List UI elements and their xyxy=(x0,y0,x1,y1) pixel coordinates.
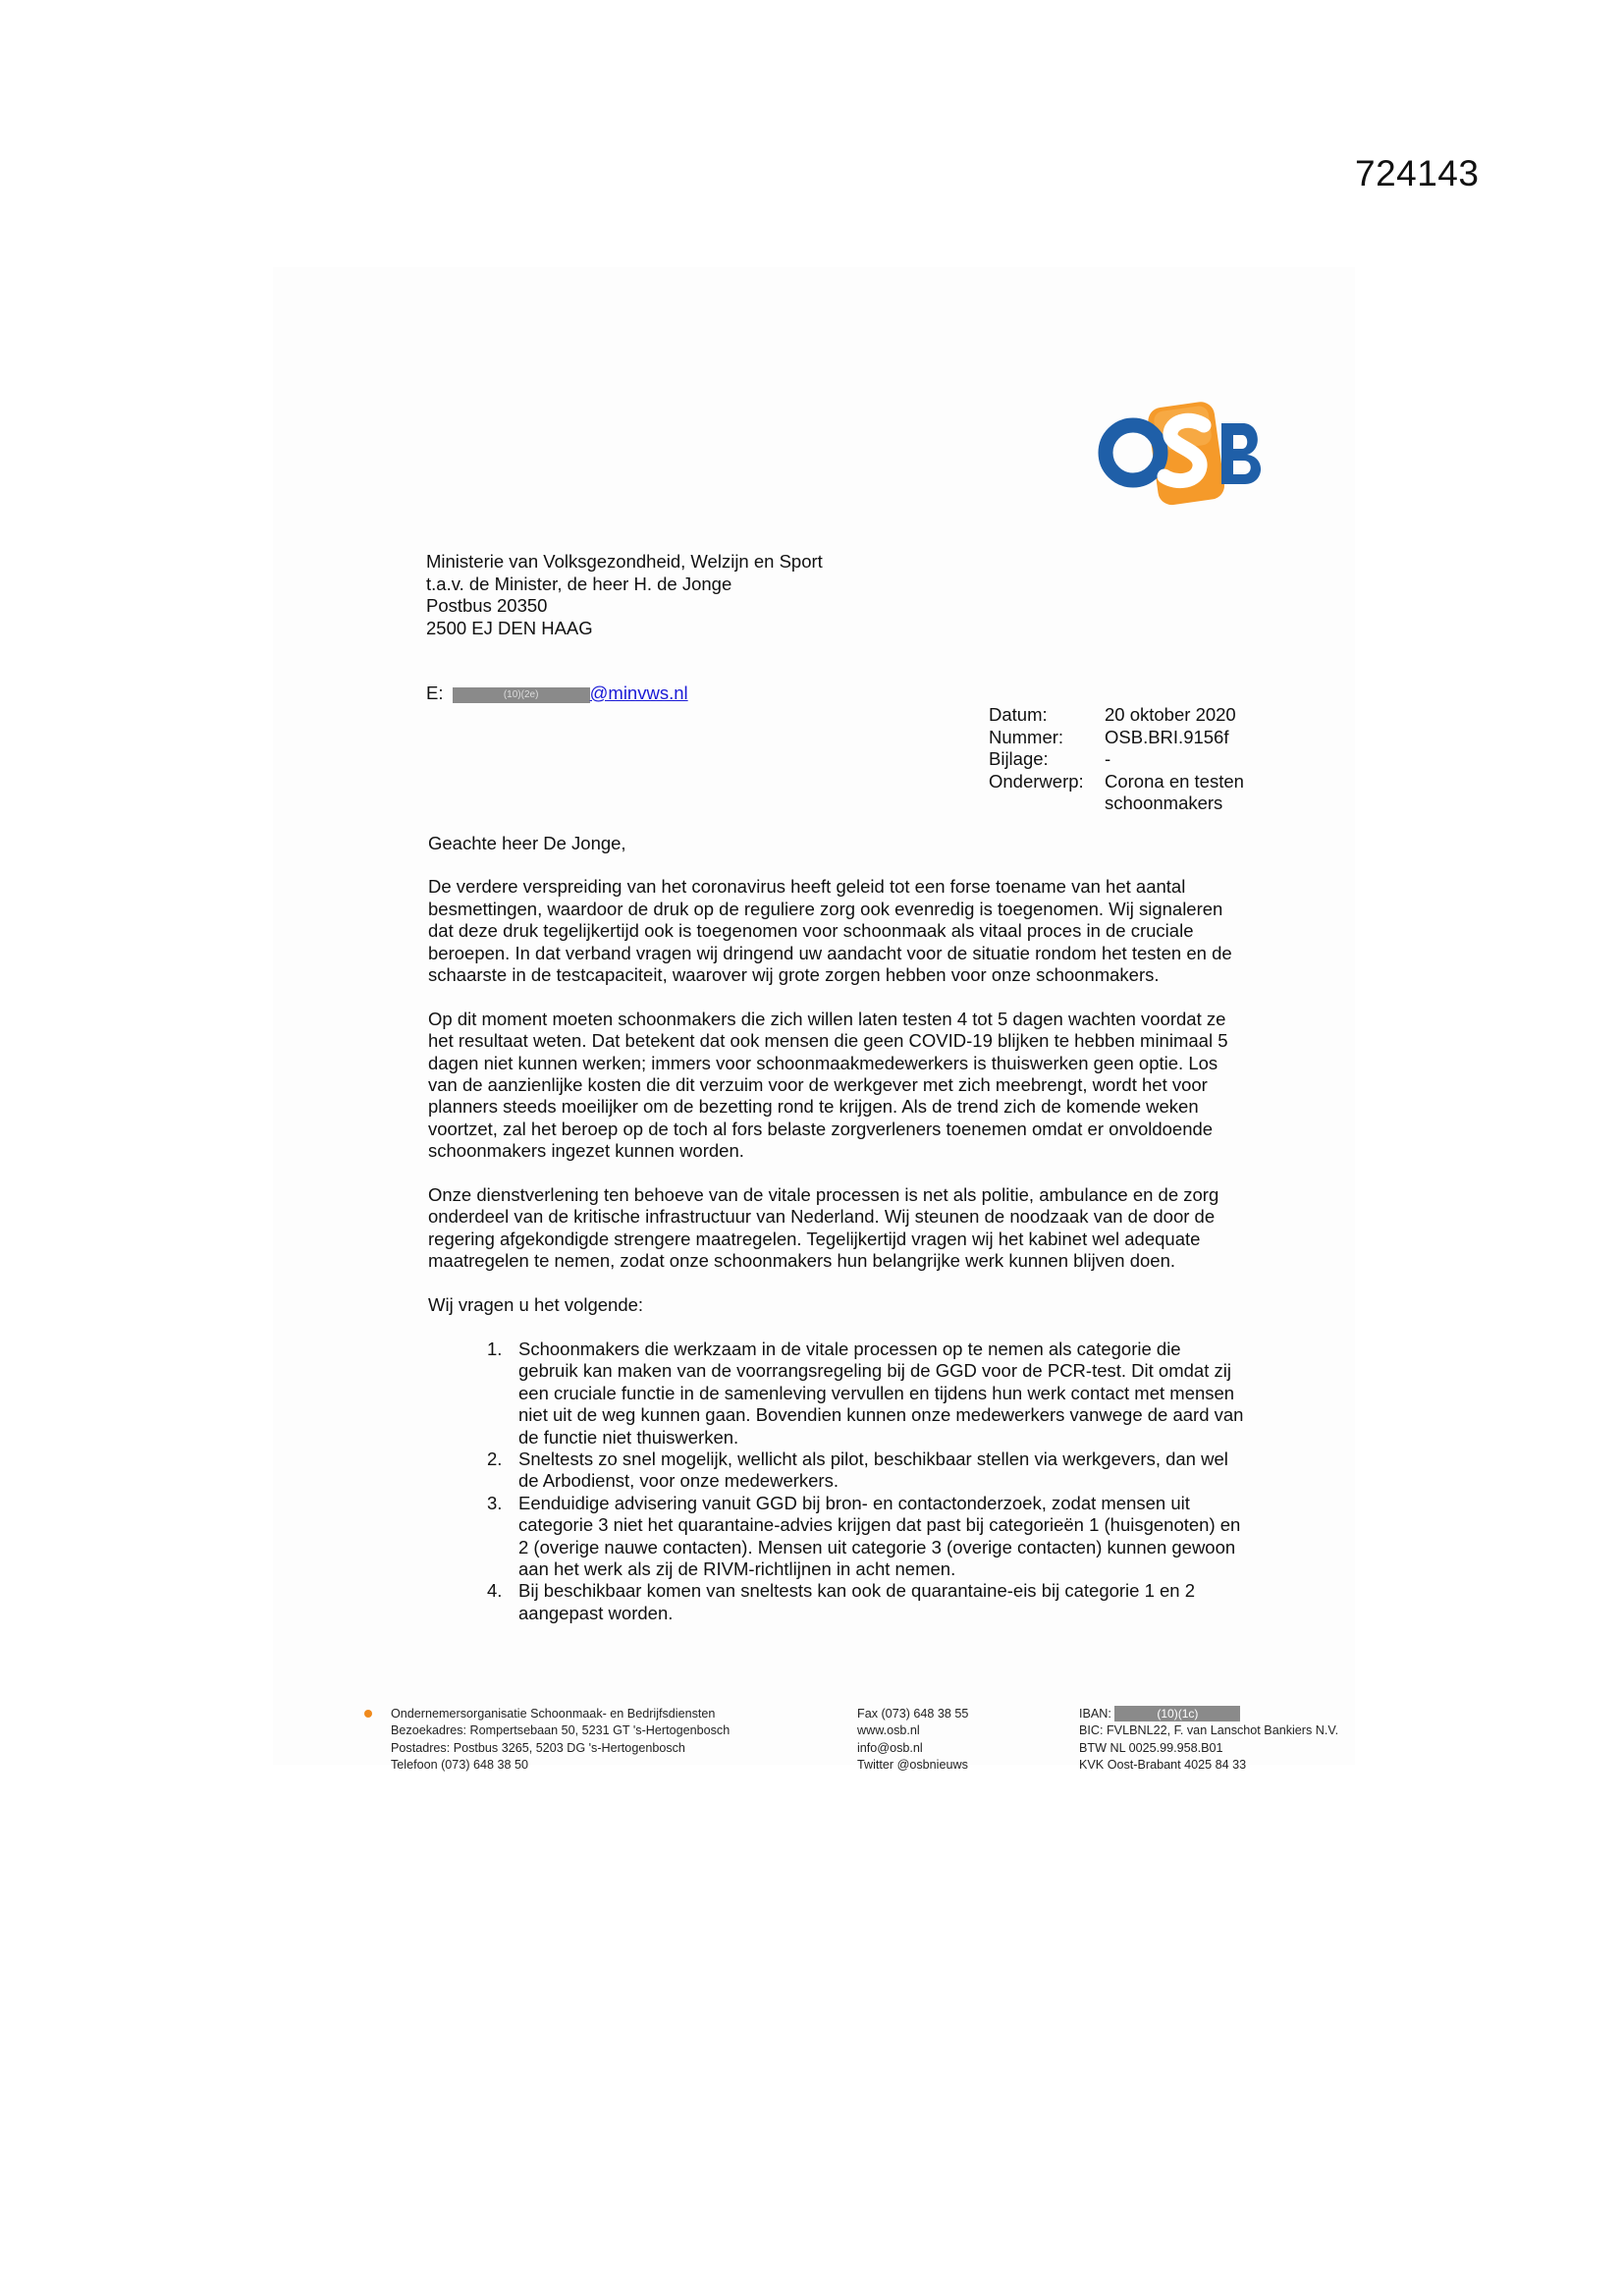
list-text: Eenduidige advisering vanuit GGD bij bron- en contactonderzoek, zodat mensen uit categorie 3 niet het quarantaine-advies krijgen dat past bij categorieën 1 (huisgenoten) en 2 (overige nauwe contacten). Mensen uit categorie 3 (overige contacten) kunnen gewoon aan het werk als zij de RIVM-richtlijnen in acht nemen. xyxy=(518,1492,1241,1579)
email-label: E: xyxy=(426,683,444,703)
meta-value: OSB.BRI.9156f xyxy=(1105,726,1229,747)
meta-label: Nummer: xyxy=(989,726,1064,747)
list-number: 2. xyxy=(487,1448,503,1469)
footer-line: BIC: FVLBNL22, F. van Lanschot Bankiers N.V. xyxy=(1079,1723,1339,1738)
address-line: Ministerie van Volksgezondheid, Welzijn en Sport xyxy=(426,551,823,572)
list-item xyxy=(428,1580,1245,1624)
footer-line: BTW NL 0025.99.958.B01 xyxy=(1079,1740,1223,1755)
footer-contact xyxy=(857,1706,968,1775)
salutation: Geachte heer De Jonge, xyxy=(428,833,626,853)
meta-value: - xyxy=(1105,748,1111,769)
footer-line: www.osb.nl xyxy=(857,1723,920,1738)
list-text: Sneltests zo snel mogelijk, wellicht als pilot, beschikbaar stellen via werkgevers, dan wel de Arbodienst, voor onze medewerkers. xyxy=(518,1448,1228,1492)
footer-line: KVK Oost-Brabant 4025 84 33 xyxy=(1079,1758,1247,1773)
paragraph: Onze dienstverlening ten behoeve van de vitale processen is net als politie, ambulance en de zorg onderdeel van de kritische infrastructuur van Nederland. Wij steunen de noodzaak van de door de regering afgekondigde strengere maatregelen. Tegelijkertijd vragen wij het kabinet wel adequate maatregelen te nemen, zodat onze schoonmakers hun belangrijke werk kunnen blijven doen. xyxy=(428,1184,1219,1272)
paragraph: Wij vragen u het volgende: xyxy=(428,1294,644,1316)
list-text: Schoonmakers die werkzaam in de vitale processen op te nemen als categorie die gebruik kan maken van de voorrangsregeling bij de GGD voor de PCR-test. Dit omdat zij een cruciale functie in de samenleving vervullen en tijdens hun werk contact met mensen niet uit de weg kunnen gaan. Bovendien kunnen onze medewerkers vanwege de aard van de functie niet thuiswerken. xyxy=(518,1338,1244,1448)
recipient-address xyxy=(426,551,823,639)
paragraph: Op dit moment moeten schoonmakers die zich willen laten testen 4 tot 5 dagen wachten voordat ze het resultaat weten. Dat betekent dat ook mensen die geen COVID-19 blijken te hebben minimaal 5 dagen niet kunnen werken; immers voor schoonmaakmedewerkers is thuiswerken geen optie. Los van de aanzienlijke kosten die dit verzuim voor de werkgever met zich meebrengt, wordt het voor planners steeds moeilijker om de bezetting rond te krijgen. Als de trend zich de komende weken voortzet, zal het beroep op de toch al fors belaste zorgverleners toenemen omdat er onvoldoende schoonmakers ingezet kunnen worden. xyxy=(428,1008,1228,1162)
iban-label: IBAN: xyxy=(1079,1707,1111,1721)
list-number: 3. xyxy=(487,1492,503,1513)
iban-redaction: (10)(1c) xyxy=(1114,1706,1240,1722)
meta-label: Datum: xyxy=(989,704,1048,725)
footer-line: Ondernemersorganisatie Schoonmaak- en Bedrijfsdiensten xyxy=(391,1707,716,1721)
list-item xyxy=(428,1449,1245,1493)
footer-iban-line xyxy=(1079,1706,1338,1722)
meta-value: 20 oktober 2020 xyxy=(1105,704,1236,725)
list-number: 1. xyxy=(487,1338,503,1359)
email-redaction: (10)(2e) xyxy=(453,687,590,703)
document-number: 724143 xyxy=(1355,153,1480,193)
list-text: Bij beschikbaar komen van sneltests kan ook de quarantaine-eis bij categorie 1 en 2 aangepast worden. xyxy=(518,1580,1196,1623)
footer-organisation xyxy=(391,1706,730,1775)
list-item xyxy=(428,1493,1245,1581)
meta-row xyxy=(989,771,1247,815)
meta-row xyxy=(989,704,1247,727)
email-link[interactable]: @minvws.nl xyxy=(589,683,688,703)
address-line: Postbus 20350 xyxy=(426,595,548,616)
paragraph: De verdere verspreiding van het coronavirus heeft geleid tot een forse toename van het aantal besmettingen, waardoor de druk op de reguliere zorg ook evenredig is toegenomen. Wij signaleren dat deze druk tegelijkertijd ook is toegenomen voor schoonmaak als vitaal proces in de cruciale beroepen. In dat verband vragen wij dringend uw aandacht voor de situatie rondom het testen en de schaarste in de testcapaciteit, waarover wij grote zorgen hebben voor onze schoonmakers. xyxy=(428,876,1232,986)
footer-line: Telefoon (073) 648 38 50 xyxy=(391,1758,529,1773)
request-list xyxy=(428,1339,1245,1624)
meta-value: Corona en testen schoonmakers xyxy=(1105,770,1244,813)
osb-logo xyxy=(1098,398,1274,511)
meta-row xyxy=(989,727,1247,749)
address-line: t.a.v. de Minister, de heer H. de Jonge xyxy=(426,573,732,594)
footer-line: Twitter @osbnieuws xyxy=(857,1758,968,1773)
footer-line: Fax (073) 648 38 55 xyxy=(857,1707,969,1721)
meta-row xyxy=(989,748,1247,771)
footer-line: Bezoekadres: Rompertsebaan 50, 5231 GT 's-Hertogenbosch xyxy=(391,1723,731,1738)
letter-meta xyxy=(989,704,1247,815)
footer-line: info@osb.nl xyxy=(857,1740,923,1755)
footer-line: Postadres: Postbus 3265, 5203 DG 's-Hertogenbosch xyxy=(391,1740,685,1755)
recipient-email xyxy=(426,683,688,704)
footer-bank xyxy=(1079,1706,1338,1775)
meta-label: Onderwerp: xyxy=(989,770,1084,792)
footer-bullet-icon xyxy=(364,1710,372,1718)
meta-label: Bijlage: xyxy=(989,748,1049,769)
letter-body xyxy=(428,833,1245,1624)
list-number: 4. xyxy=(487,1580,503,1602)
address-line: 2500 EJ DEN HAAG xyxy=(426,617,593,638)
list-item xyxy=(428,1339,1245,1449)
